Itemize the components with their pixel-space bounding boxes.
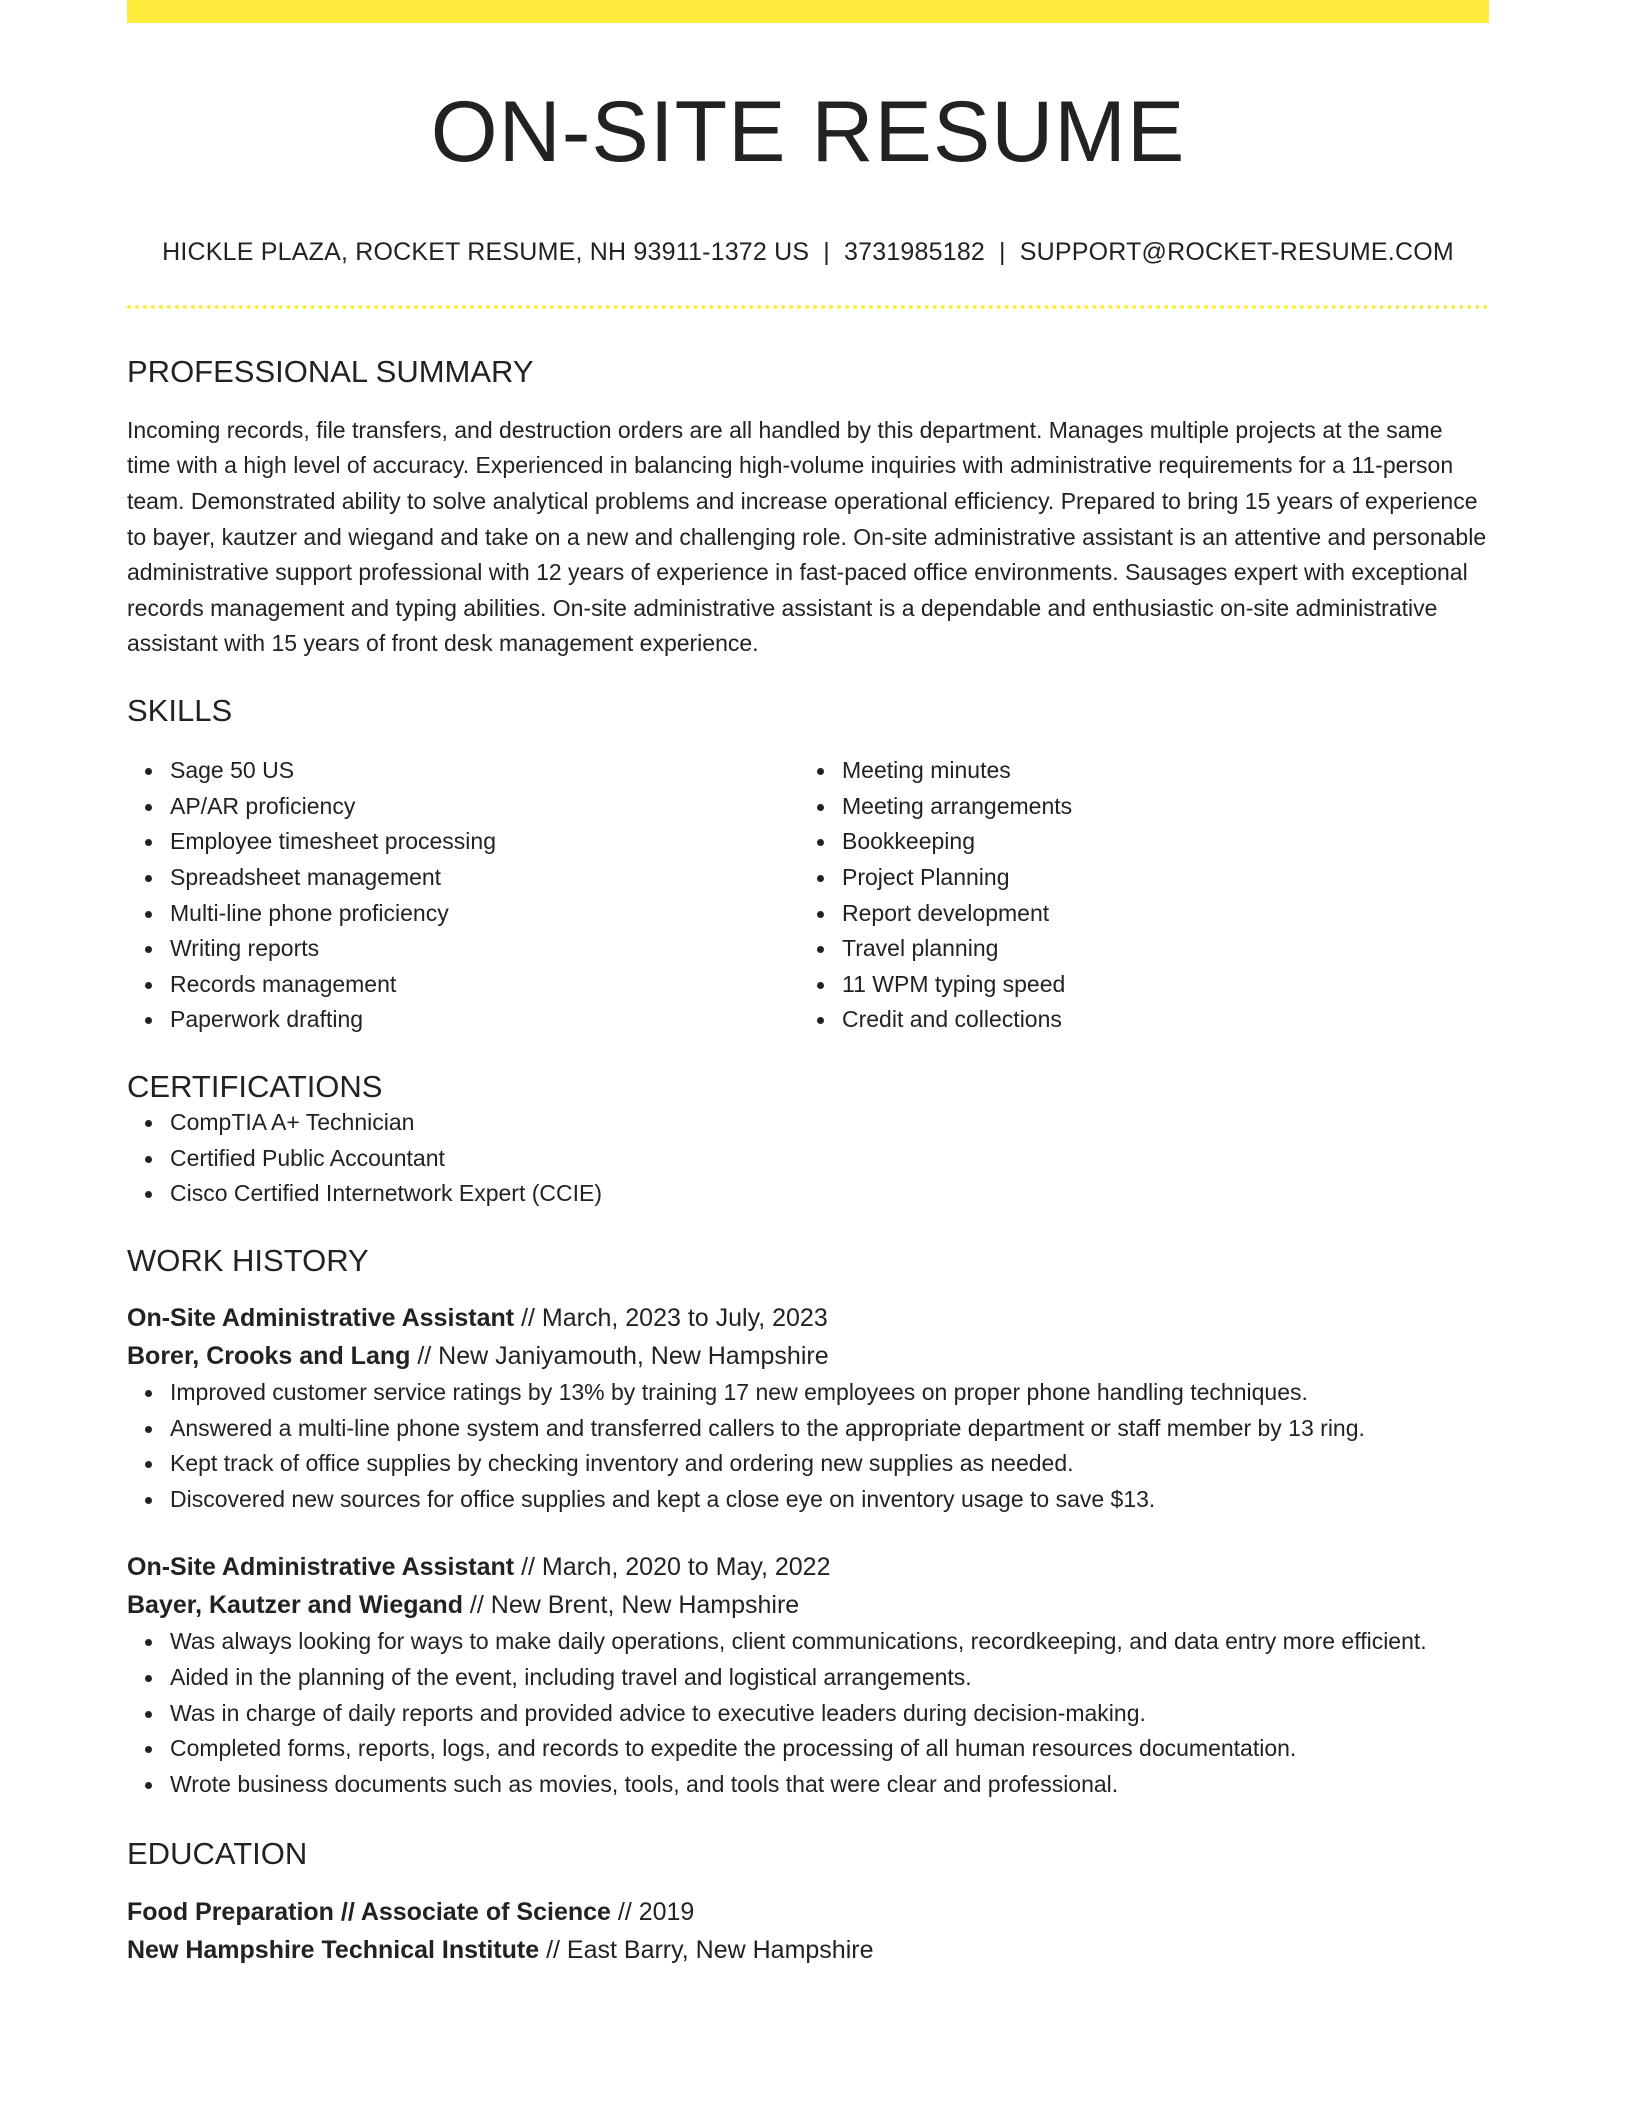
contact-email: SUPPORT@ROCKET-RESUME.COM [1019,237,1454,266]
job-location: // New Janiyamouth, New Hampshire [410,1342,829,1371]
job-position: On-Site Administrative Assistant [127,1304,515,1333]
skills-column-left [127,753,799,1038]
skill-item: Employee timesheet processing [170,824,799,860]
certification-item: Cisco Certified Internetwork Expert (CCIE) [170,1176,1489,1212]
education-school: New Hampshire Technical Institute [127,1935,540,1964]
education-location: // East Barry, New Hampshire [539,1935,874,1964]
job-bullets [127,1624,1489,1802]
skills-grid [127,753,1489,1038]
job-company: Borer, Crooks and Lang [127,1342,411,1371]
job-bullet: Completed forms, reports, logs, and records to expedite the processing of all human resources documentation. [170,1731,1489,1767]
skill-item: Spreadsheet management [170,860,799,896]
contact-address: HICKLE PLAZA, ROCKET RESUME, NH 93911-1372 US [162,237,810,266]
contact-separator: | [999,237,1006,266]
job-title-line [127,1299,1489,1337]
contact-phone: 3731985182 [844,237,986,266]
job-bullet: Kept track of office supplies by checking inventory and ordering new supplies as needed. [170,1446,1489,1482]
certification-item: CompTIA A+ Technician [170,1105,1489,1141]
certification-item: Certified Public Accountant [170,1141,1489,1177]
skill-item: Travel planning [842,931,1471,967]
certifications-heading: CERTIFICATIONS [127,1068,383,1104]
certifications-list [127,1105,1489,1212]
skill-item: 11 WPM typing speed [842,967,1471,1003]
job-location: // New Brent, New Hampshire [462,1591,800,1620]
skills-list-right [799,753,1471,1038]
skill-item: Records management [170,967,799,1003]
skill-item: Writing reports [170,931,799,967]
job-bullet: Improved customer service ratings by 13% by training 17 new employees on proper phone handling techniques. [170,1375,1489,1411]
job-dates: // March, 2020 to May, 2022 [514,1553,831,1582]
skill-item: Project Planning [842,860,1471,896]
contact-line [127,238,1489,267]
summary-heading: PROFESSIONAL SUMMARY [127,353,534,389]
contact-separator: | [823,237,830,266]
job-position: On-Site Administrative Assistant [127,1553,515,1582]
job-bullet: Was in charge of daily reports and provided advice to executive leaders during decision-making. [170,1696,1489,1732]
education-degree: Food Preparation // Associate of Science [127,1897,611,1926]
summary-text: Incoming records, file transfers, and destruction orders are all handled by this department. Manages multiple projects at the same time with a high level of accuracy. Experienced in balancing high-volume inquiries with administrative requirements for a 11-person team. Demonstrated ability to solve analytical problems and increase operational efficiency. Prepared to bring 15 years of experience to bayer, kautzer and wiegand and take on a new and challenging role. On-site administrative assistant is an attentive and personable administrative support professional with 12 years of experience in fast-paced office environments. Sausages expert with exceptional records management and typing abilities. On-site administrative assistant is a dependable and enthusiastic on-site administrative assistant with 15 years of front desk management experience. [127,416,1487,657]
header-divider [127,305,1489,309]
skill-item: Bookkeeping [842,824,1471,860]
skill-item: Sage 50 US [170,753,799,789]
education-school-line [127,1931,1489,1969]
top-accent-bar [127,0,1489,23]
skill-item: Multi-line phone proficiency [170,896,799,932]
skill-item: Meeting arrangements [842,789,1471,825]
education-degree-line [127,1893,1489,1931]
job-company-line [127,1337,1489,1375]
work-history-heading: WORK HISTORY [127,1242,369,1278]
education-heading: EDUCATION [127,1836,308,1872]
job-bullet: Was always looking for ways to make daily operations, client communications, recordkeeping, and data entry more efficient. [170,1624,1489,1660]
skills-column-right [799,753,1471,1038]
resume-name: ON-SITE RESUME [430,84,1186,180]
job-company-line [127,1586,1489,1624]
skills-heading: SKILLS [127,692,233,728]
job-bullets [127,1375,1489,1517]
skill-item: Credit and collections [842,1002,1471,1038]
skill-item: Paperwork drafting [170,1002,799,1038]
skill-item: AP/AR proficiency [170,789,799,825]
job-bullet: Aided in the planning of the event, including travel and logistical arrangements. [170,1660,1489,1696]
job-bullet: Wrote business documents such as movies, tools, and tools that were clear and professional. [170,1767,1489,1803]
education-year: // 2019 [610,1897,695,1926]
skills-list-left [127,753,799,1038]
job-company: Bayer, Kautzer and Wiegand [127,1591,463,1620]
job-dates: // March, 2023 to July, 2023 [514,1304,828,1333]
job-bullet: Discovered new sources for office supplies and kept a close eye on inventory usage to save $13. [170,1482,1489,1518]
resume-page [127,0,1489,1969]
job-title-line [127,1548,1489,1586]
job-bullet: Answered a multi-line phone system and transferred callers to the appropriate department or staff member by 13 ring. [170,1411,1489,1447]
skill-item: Report development [842,896,1471,932]
skill-item: Meeting minutes [842,753,1471,789]
